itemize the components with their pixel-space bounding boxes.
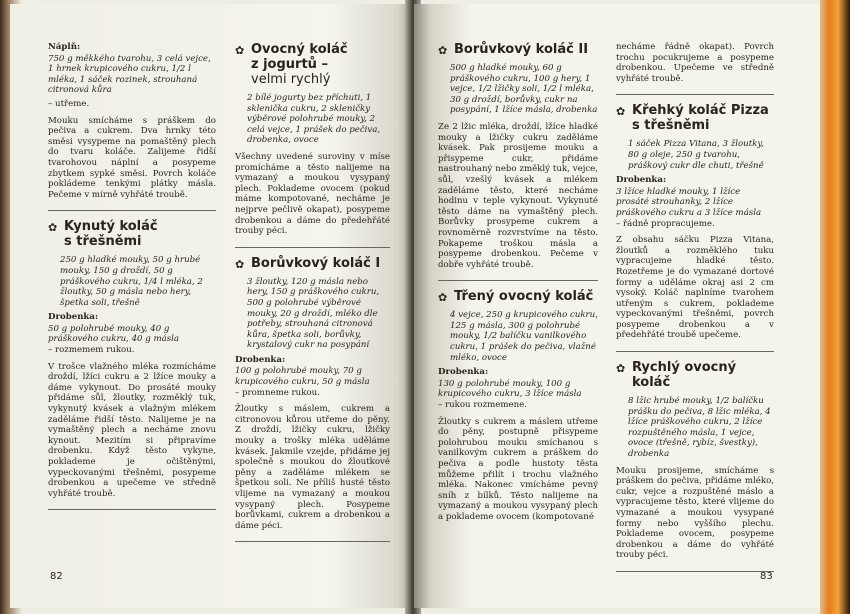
crumble-heading: Drobenka: [616,175,667,186]
left-page [10,4,414,608]
recipe-method: V trošce vlažného mléka rozmícháme droždí, lžíci cukru a 2 lžíce mouky a dáme vykynout. Do prosáté mouky přidáme sůl, žloutky, rozměklý tuk, vykynutý kvásek a vlažným mlékem zaděláme řidší těsto. Nalijeme je na vymaštěný plech a necháme znovu kynout. Mezitím si připravíme drobenku. Když těsto vykyne, poklademe je očištěnými, vypeckovanými třešněmi, posypeme drobenkou a upečeme ve středně vyhřáté troubě. [48,361,216,499]
crumble-ingredients: 130 g polohrubé mouky, 100 g krupicového cukru, 3 lžíce másla [438,378,582,400]
recipe-title [235,256,390,271]
recipe-method: Všechny uvedené suroviny v míse promícháme a těsto nalijeme na vymazaný a moukou vysypaný plech. Poklademe ovocem (pokud máme kompotované, necháme je nejprve pečlivě okapat), posypeme drobenkou a dáme do předehřáté trouby péci. [235,151,390,237]
divider [438,280,598,281]
recipe-ingredients: 500 g hladké mouky, 60 g práškového cukru, 100 g hery, 1 vejce, 1/2 lžičky soli, 1/2 l mléka, 30 g droždí, borůvky, cukr na posypání, 1 lžíce másla, drobenka [450,63,598,116]
divider [235,247,390,248]
recipe-title-line3: velmi rychlý [251,72,331,87]
flower-star-icon: ✿ [48,221,58,235]
left-column-1 [48,42,216,516]
divider [48,210,216,211]
page-number: 82 [50,571,63,582]
recipe-ingredients: 8 lžic hrubé mouky, 1/2 balíčku prášku do pečiva, 8 lžic mléka, 4 lžíce práškového cukru, 2 lžíce rozpuštěného másla, 1 vejce, ovoce (třešně, rybíz, švestky), drobenka [628,396,771,460]
right-page [414,4,820,608]
crumble-ingredients: 100 g polohrubé mouky, 70 g krupicového cukru, 50 g másla [235,366,370,388]
flower-star-icon: ✿ [616,362,626,376]
recipe-ingredients: 1 sáček Pizza Vitana, 3 žloutky, 80 g oleje, 250 g tvarohu, práškový cukr dle chuti, třešně [628,139,764,171]
crumble-ingredients: 3 lžíce hladké mouky, 1 lžíce prosáté strouhanky, 2 lžíce práškového cukru a 3 lžíce másla [616,186,762,218]
right-column-2 [616,42,774,578]
recipe-method: Ze 2 lžic mléka, droždí, lžíce hladké mouky a lžičky cukru zaděláme kvásek. Pak prosijeme mouku a přisypeme cukr, přidáme nastrouhaný nebo změklý tuk, vejce, sůl, vzešlý kvásek a mlékem zaděláme těsto, které necháme hodinu v teple vykynout. Vykynuté těsto dáme na vymaštěný plech. Borůvky prosypeme cukrem a rovnoměrně rozvrstvíme na těsto. Pokapeme troškou másla a posypeme drobenkou. Pečeme v dobře vyhřáté troubě. [438,121,598,270]
recipe-title-line1: Borůvkový koláč II [454,42,589,57]
crumble-ingredients: 50 g polohrubé mouky, 40 g práškového cukru, 40 g másla [48,323,180,345]
recipe-method: Mouku prosijeme, smícháme s práškem do pečiva, přidáme mléko, cukr, vejce a rozpuštěné máslo a vypracujeme těsto, které vlijeme do vymazané a moukou vysypané formy nebo vyššího plechu. Poklademe ovocem, posypeme drobenkou a dáme do vyhřáté trouby péci. [616,465,774,561]
recipe-title-line2: s třešněmi [64,234,142,250]
recipe-ingredients: 250 g hladké mouky, 50 g hrubé mouky, 150 g droždí, 50 g práškového cukru, 1/4 l mléka, 2 žloutky, 50 g másla nebo hery, špetka soli, třešně [60,255,203,308]
recipe-method: Žloutky s cukrem a máslem utřeme do pěny, postupně přisypeme polohrubou mouku smíchanou s vanilkovým cukrem a práškem do pečiva a podle hustoty těsta můžeme přilít i trochu vlažného mléka. Nakonec vmícháme pevný sníh z bílků. Těsto nalijeme na vymazaný a moukou vysypaný plech a poklademe ovocem (kompotované [438,416,598,522]
crumble-heading: Drobenka: [438,367,489,378]
recipe-title-line1: Třený ovocný koláč [454,289,594,305]
recipe-title [616,360,774,390]
right-column-1 [438,42,598,526]
flower-star-icon: ✿ [235,44,245,57]
flower-star-icon: ✿ [235,257,245,271]
recipe-title-line1: Kynutý koláč [64,219,158,235]
page-number: 83 [760,571,773,582]
recipe-title-line2: s třešněmi [632,118,710,134]
recipe-title-line1: Křehký koláč Pizza [632,103,769,119]
recipe-title [438,42,598,57]
recipe-ingredients: 2 bílé jogurty bez příchuti, 1 sklenička cukru, 2 skleničky výběrové polohrubé mouky, 2 celá vejce, 1 prášek do pečiva, drobenka, ovoce [247,93,381,146]
recipe-method-continued: necháme řádně okapat). Povrch trochu pocukrujeme a posypeme drobenkou. Upečeme ve středně vyhřáté troubě. [616,42,774,84]
recipe-ingredients: 4 vejce, 250 g krupicového cukru, 125 g másla, 300 g polohrubé mouky, 1/2 balíčku vanilkového cukru, 1 prášek do pečiva, vlažné mléko, ovoce [450,310,598,363]
divider [48,509,216,510]
recipe-title [438,289,598,304]
crumble-tail: – řádně propracujeme. [616,218,715,229]
flower-star-icon: ✿ [616,105,626,119]
crumble-tail: – rukou rozmemene. [438,400,527,411]
recipe-title-line1: Ovocný koláč [251,42,348,57]
book-cover-edge [820,0,850,614]
divider [616,94,774,95]
crumble-heading: Drobenka: [235,354,286,365]
recipe-ingredients: 3 žloutky, 120 g másla nebo hery, 150 g práškového cukru, 500 g polohrubé výběrové mouky, 20 g droždí, mléko dle potřeby, strouhaná citronová kůra, špetka soli, borůvky, krystalový cukr na posypání [247,276,380,351]
crumble-tail: – rozmemem rukou. [48,345,135,356]
recipe-method: Žloutky s máslem, cukrem a citronovou kůrou utřeme do pěny. Z droždí, lžičky cukru, lžičky mouky a trošky mléka uděláme kvásek. Jakmile vzejde, přidáme jej společně s moukou do žloutkové pěny a zaděláme mlékem se špetkou soli. Ne příliš husté těsto vlijeme na vymazaný a moukou vysypaný plech. Posypeme borůvkami, cukrem a drobenkou a dáme péci. [235,404,390,531]
filling-ingredients: 750 g měkkého tvarohu, 3 celá vejce, 1 hrnek krupicového cukru, 1/2 l mléka, 1 sáček rozinek, strouhaná citronová kůra [48,53,211,96]
flower-star-icon: ✿ [438,44,448,57]
recipe-title [235,42,390,87]
flower-star-icon: ✿ [438,291,448,305]
filling-heading: Náplň: [48,42,81,52]
crumble-heading: Drobenka: [48,312,99,323]
divider [616,351,774,352]
divider [235,541,390,542]
recipe-title-line1: Rychlý ovocný koláč [632,360,737,391]
recipe-title [48,219,216,249]
crumble-tail: – promneme rukou. [235,387,320,398]
recipe-method: Z obsahu sáčku Pizza Vitana, žloutků a rozměklého tuku vypracujeme hladké těsto. Rozetřeme je do vymazané dortové formy a uděláme okraj asi 2 cm vysoký. Koláč naplníme tvarohem utřeným s cukrem, poklademe vypeckovanými třešněmi, povrch posypeme drobenkou a v předehřáté troubě upečeme. [616,235,774,341]
recipe-method: Mouku smícháme s práškem do pečiva a cukrem. Dva hrnky této směsi vysypeme na pomaštěný plech do tvaru koláče. Zalijeme řidší tvarohovou náplní a posypeme zbytkem sypké směsi. Povrch koláče pokládeme tenkými plátky másla. Pečeme v mírně vyhřáté troubě. [48,115,216,200]
recipe-title [616,103,774,133]
filling-tail: – utřeme. [48,98,90,109]
recipe-title-line1: Borůvkový koláč I [251,255,381,271]
recipe-title-line2: z jogurtů – [251,57,328,72]
left-column-2 [235,42,390,548]
divider [616,571,774,572]
